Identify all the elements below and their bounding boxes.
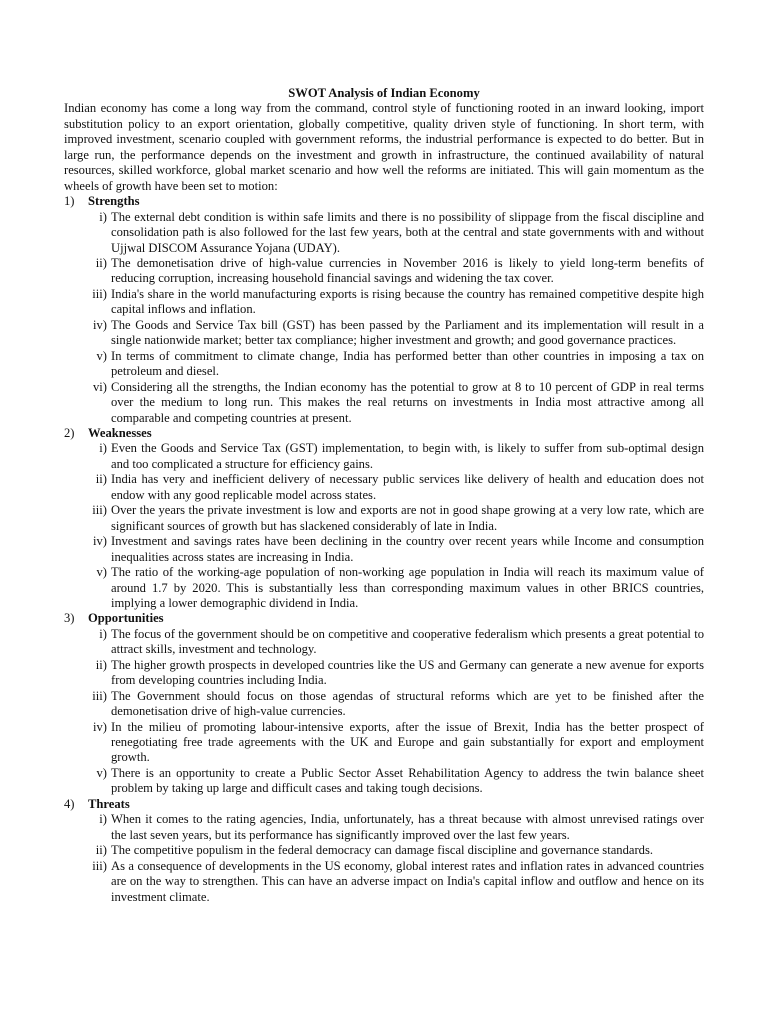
list-item — [64, 812, 704, 843]
item-marker: iv) — [93, 719, 107, 734]
item-text: There is an opportunity to create a Public Sector Asset Rehabilitation Agency to address the twin balance sheet problem by taking up large and difficult cases and taking tough decisions. — [111, 765, 704, 796]
item-marker: iii) — [92, 688, 107, 703]
item-text: The higher growth prospects in developed countries like the US and Germany can generate a new avenue for exports from developing countries including India. — [111, 657, 704, 688]
section-strengths — [64, 194, 704, 426]
item-text: In terms of commitment to climate change, India has performed better than other countries in imposing a tax on petroleum and diesel. — [111, 348, 704, 379]
item-marker: ii) — [95, 657, 107, 672]
list-item — [64, 349, 704, 380]
section-title: Strengths — [88, 194, 140, 209]
list-item — [64, 658, 704, 689]
section-heading — [64, 194, 704, 209]
item-list — [64, 441, 704, 611]
item-text: Over the years the private investment is low and exports are not in good shape growing at a very low rate, which are significant sources of growth but has slackened considerably of late in India. — [111, 503, 704, 533]
list-item — [64, 287, 704, 318]
item-marker: v) — [96, 765, 107, 780]
item-marker: iii) — [92, 858, 107, 873]
item-marker: iv) — [93, 534, 107, 549]
list-item — [64, 503, 704, 534]
section-heading — [64, 426, 704, 441]
section-opportunities — [64, 611, 704, 796]
item-text: India's share in the world manufacturing exports is rising because the country has remained competitive despite high capital inflows and inflation. — [111, 286, 704, 317]
item-text: In the milieu of promoting labour-intensive exports, after the issue of Brexit, India has the better prospect of renegotiating free trade agreements with the UK and Europe and gain substantially for export and employment growth. — [111, 719, 704, 765]
section-title: Opportunities — [88, 611, 164, 626]
list-item — [64, 565, 704, 611]
item-marker: v) — [96, 348, 107, 363]
item-list — [64, 812, 704, 905]
item-marker: i) — [99, 209, 107, 224]
list-item — [64, 843, 704, 858]
item-text: The ratio of the working-age population of non-working age population in India will reach its maximum value of around 1.7 by 2020. This is substantially less than corresponding maximum values in other BRICS countries, implying a lower demographic dividend in India. — [111, 565, 704, 610]
list-item — [64, 256, 704, 287]
item-text: When it comes to the rating agencies, India, unfortunately, has a threat because with almost unrevised ratings over the last seven years, but its performance has significantly improved over the last few years. — [111, 812, 704, 842]
list-item — [64, 472, 704, 503]
item-list — [64, 210, 704, 426]
item-text: Even the Goods and Service Tax (GST) implementation, to begin with, is likely to suffer from sub-optimal design and too complicated a structure for efficiency gains. — [111, 441, 704, 471]
list-item — [64, 766, 704, 797]
section-number: 3) — [64, 611, 75, 626]
list-item — [64, 210, 704, 256]
item-list — [64, 627, 704, 797]
section-weaknesses — [64, 426, 704, 611]
item-text: Considering all the strengths, the Indian economy has the potential to grow at 8 to 10 percent of GDP in real terms over the medium to long run. This makes the real returns on investments in India most attractive among all comparable and competing countries at present. — [111, 379, 704, 425]
document-title: SWOT Analysis of Indian Economy — [288, 86, 480, 100]
item-text: The Government should focus on those agendas of structural reforms which are yet to be finished after the demonetisation drive of high-value currencies. — [111, 688, 704, 719]
section-number: 2) — [64, 425, 75, 440]
item-marker: v) — [96, 565, 107, 580]
item-marker: ii) — [95, 843, 107, 858]
item-marker: i) — [99, 626, 107, 641]
list-item — [64, 318, 704, 349]
section-heading — [64, 797, 704, 812]
item-marker: i) — [99, 812, 107, 827]
item-text: Investment and savings rates have been declining in the country over recent years while Income and consumption inequalities across states are increasing in India. — [111, 534, 704, 564]
list-item — [64, 720, 704, 766]
section-number: 4) — [64, 796, 75, 811]
list-item — [64, 441, 704, 472]
section-title: Weaknesses — [88, 425, 152, 440]
item-text: The demonetisation drive of high-value currencies in November 2016 is likely to yield long-term benefits of reducing corruption, increasing household financial savings and widening the tax cover. — [111, 255, 704, 286]
item-text: India has very and inefficient delivery of necessary public services like delivery of health and education does not endow with any good replicable model across states. — [111, 472, 704, 502]
section-heading — [64, 611, 704, 626]
item-marker: iii) — [92, 503, 107, 518]
list-item — [64, 534, 704, 565]
list-item — [64, 689, 704, 720]
item-text: The competitive populism in the federal democracy can damage fiscal discipline and governance standards. — [111, 843, 654, 858]
list-item — [64, 627, 704, 658]
intro-paragraph: Indian economy has come a long way from the command, control style of functioning rooted in an inward looking, import substitution policy to an export orientation, globally competitive, quality driven style of functioning. In short term, with improved investment, scenario coupled with government reforms, the industrial performance is expected to do better. But in large run, the performance depends on the investment and growth in infrastructure, the continued availability of natural resources, skilled workforce, global market scenario and how well the reforms are initiated. This will gain momentum as the wheels of growth have been set to motion: — [64, 101, 704, 193]
section-threats — [64, 797, 704, 905]
item-text: The Goods and Service Tax bill (GST) has been passed by the Parliament and its implementation will result in a single nationwide market; better tax compliance; higher investment and growth; and good governance practices. — [111, 317, 704, 348]
list-item — [64, 380, 704, 426]
item-marker: iv) — [93, 317, 107, 332]
section-number: 1) — [64, 194, 75, 209]
item-marker: iii) — [92, 286, 107, 301]
item-marker: ii) — [95, 255, 107, 270]
section-title: Threats — [88, 796, 130, 811]
item-marker: ii) — [95, 472, 107, 487]
item-text: The focus of the government should be on competitive and cooperative federalism which presents a great potential to attract skills, investment and technology. — [111, 626, 704, 657]
list-item — [64, 859, 704, 905]
item-marker: i) — [99, 441, 107, 456]
item-text: As a consequence of developments in the US economy, global interest rates and inflation rates in advanced countries are on the way to strengthen. This can have an adverse impact on India's capital inflow and outflow and hence on its investment climate. — [111, 858, 704, 904]
item-marker: vi) — [93, 379, 107, 394]
item-text: The external debt condition is within safe limits and there is no possibility of slippage from the fiscal discipline and consolidation path is also followed for the last few years, both at the central and state governments with and without Ujjwal DISCOM Assurance Yojana (UDAY). — [111, 209, 704, 255]
